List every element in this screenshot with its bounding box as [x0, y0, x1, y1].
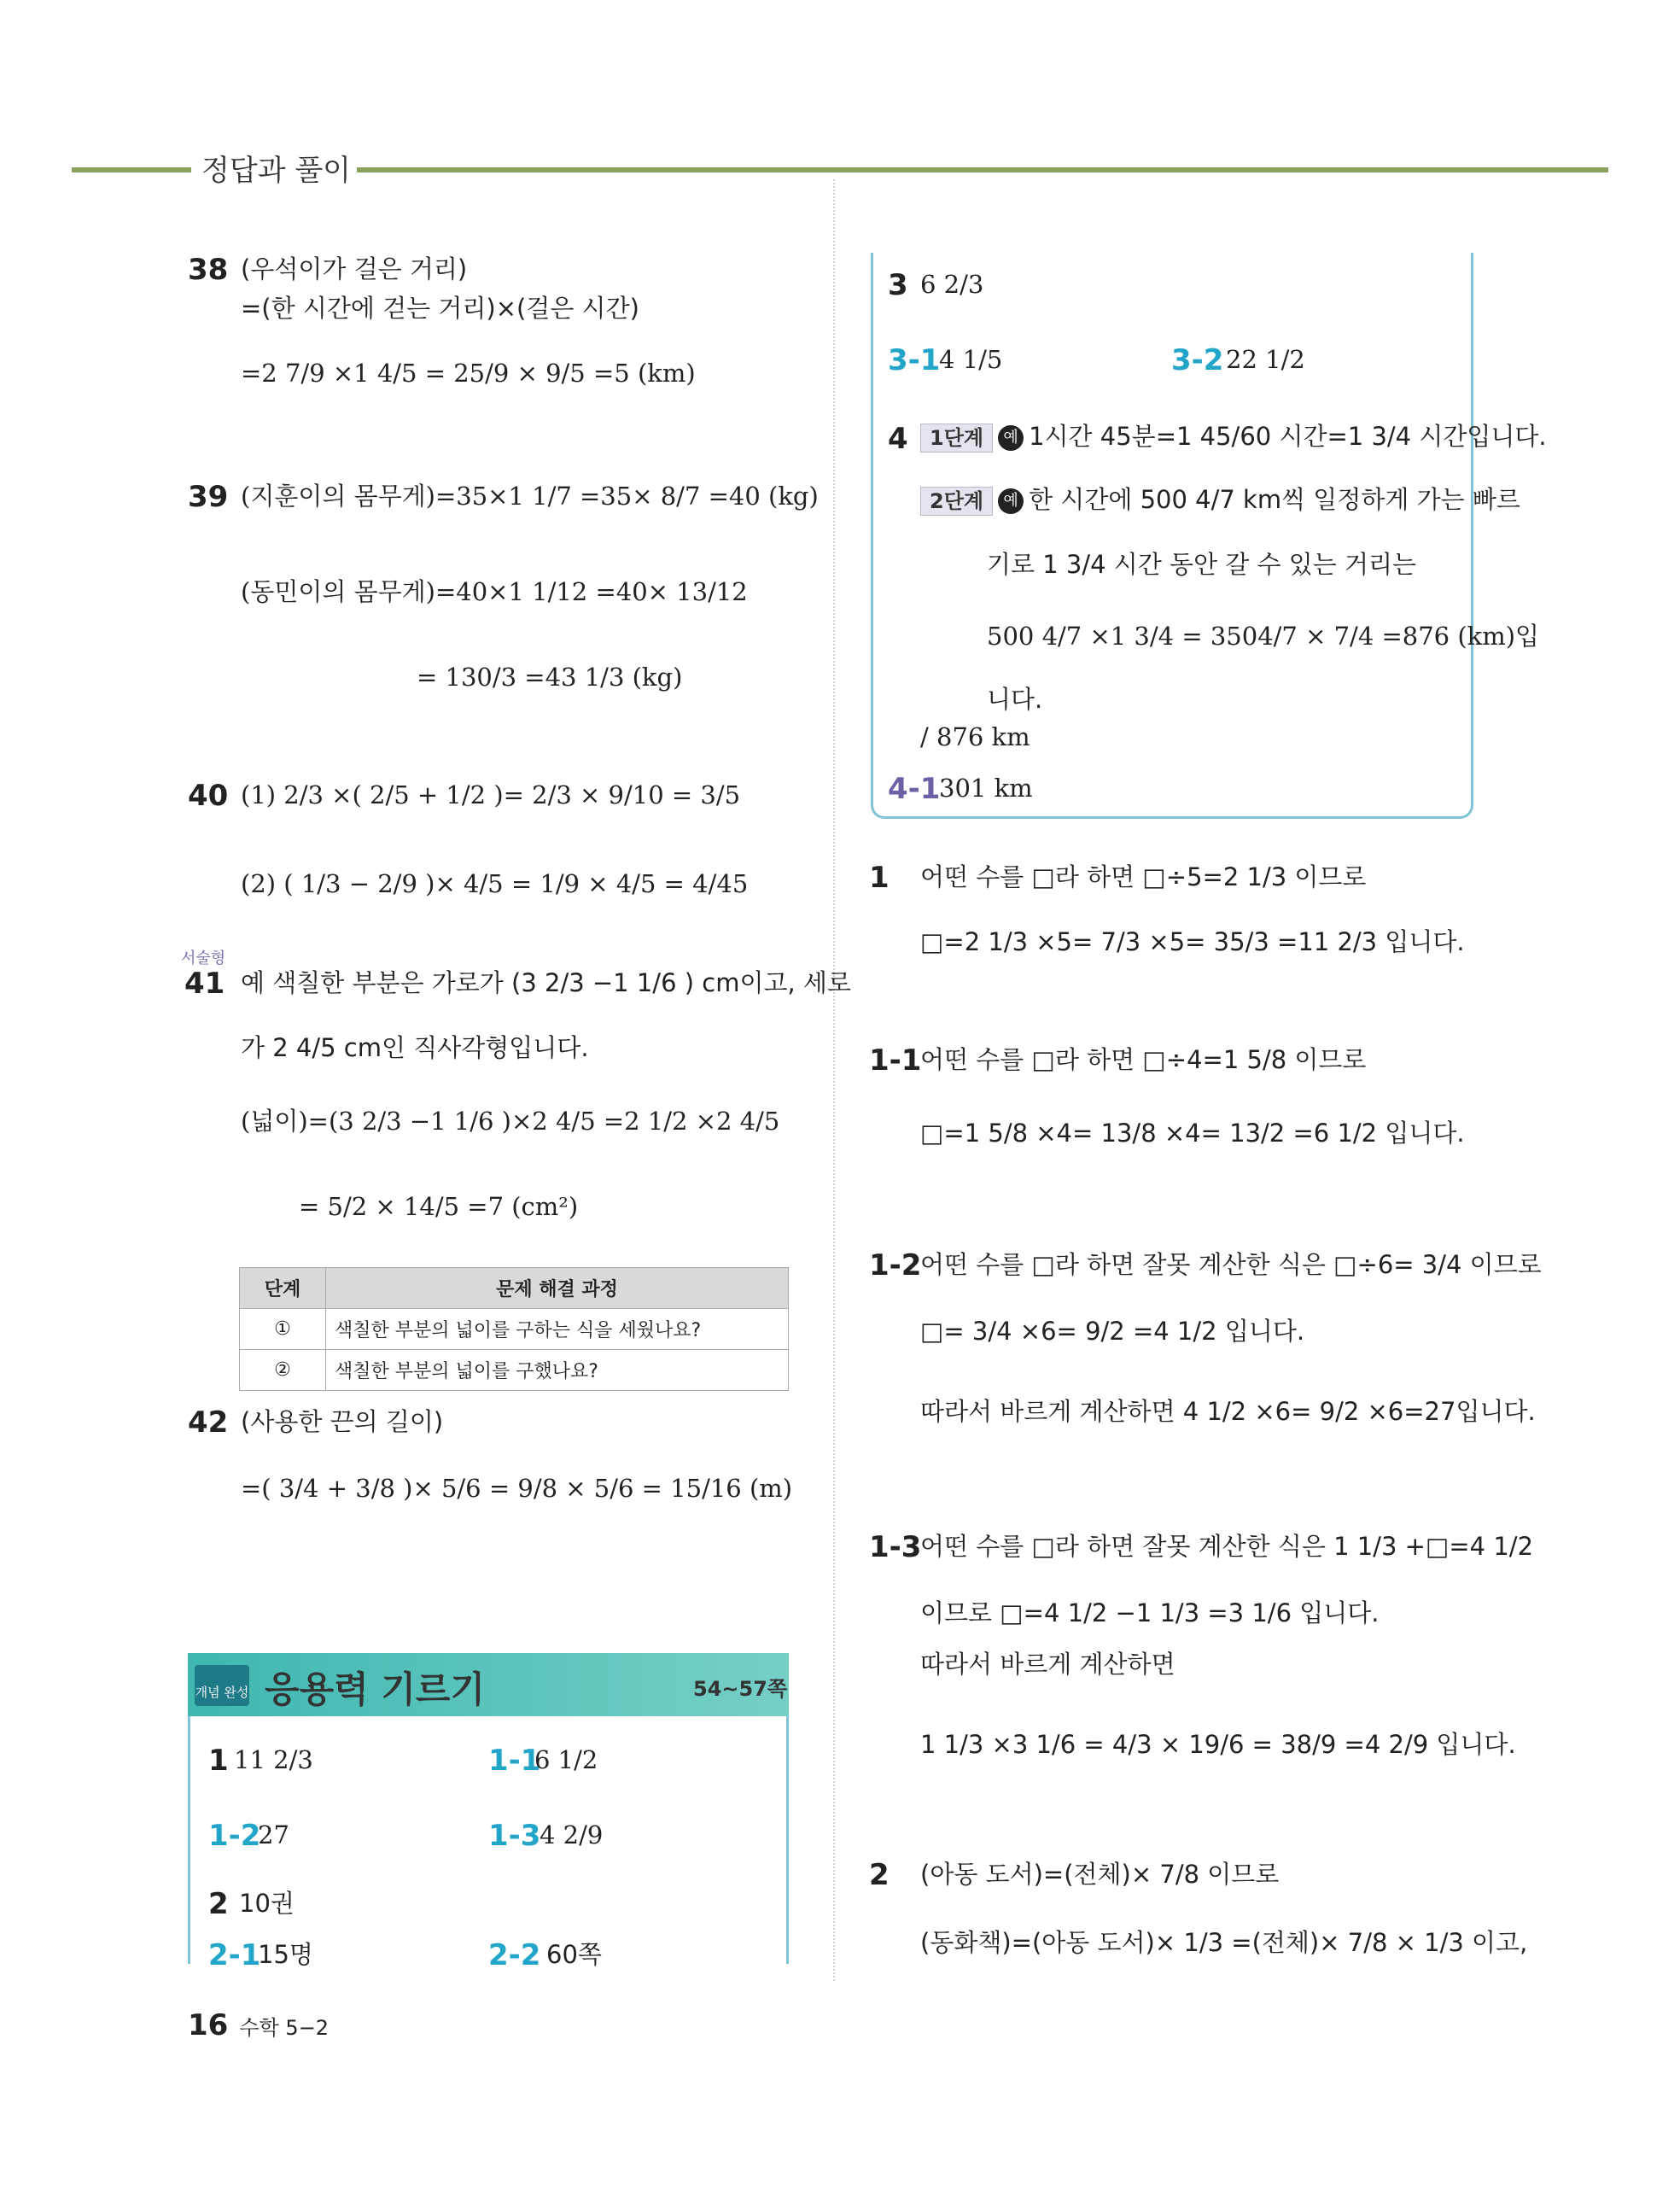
question-1-3-number: 1-3 [869, 1530, 922, 1564]
table-cell-process: 색칠한 부분의 넓이를 구하는 식을 세웠나요? [326, 1309, 789, 1350]
question-1-line1: 어떤 수를 □라 하면 □÷5=2 1/3 이므로 [920, 862, 1367, 891]
answer-2-2-value: 60쪽 [546, 1940, 602, 1969]
question-2-line2: (동화책)=(아동 도서)× 1/3 =(전체)× 7/8 × 1/3 이고, [920, 1928, 1528, 1957]
answer-1-value: 11 2/3 [234, 1745, 313, 1774]
problem-4-step2-line4: 니다. [987, 685, 1043, 714]
header-rule-right [357, 167, 1608, 172]
problem-4-step1: 1단계 예 1시간 45분=1 45/60 시간=1 3/4 시간입니다. [920, 422, 1547, 453]
section-pages: 54~57쪽 [693, 1677, 788, 1701]
table-cell-step: ② [240, 1350, 326, 1391]
answer-3-1-number: 3-1 [888, 343, 941, 377]
question-1-line2: □=2 1/3 ×5= 7/3 ×5= 35/3 =11 2/3 입니다. [920, 927, 1465, 956]
problem-41-number: 41 [184, 967, 225, 1001]
answer-4-1-number: 4-1 [888, 772, 941, 806]
example-mark-icon: 예 [998, 488, 1024, 514]
problem-41-line3: (넓이)=(3 2/3 −1 1/6 )×2 4/5 =2 1/2 ×2 4/5 [241, 1107, 780, 1136]
footer-subject: 수학 5−2 [239, 2016, 330, 2040]
step2-badge: 2단계 [920, 487, 993, 517]
scoring-table [239, 1267, 789, 1391]
problem-38-line3: =2 7/9 ×1 4/5 = 25/9 × 9/5 =5 (km) [241, 359, 696, 388]
problem-42-line1: (사용한 끈의 길이) [241, 1407, 444, 1436]
answer-1-3-value: 4 2/9 [540, 1820, 604, 1849]
answer-1-3-number: 1-3 [488, 1819, 541, 1853]
table-header-step: 단계 [240, 1268, 326, 1309]
question-1-3-line2: 이므로 □=4 1/2 −1 1/3 =3 1/6 입니다. [920, 1598, 1380, 1627]
problem-38-line2: =(한 시간에 걷는 거리)×(걸은 시간) [241, 294, 639, 323]
table-header-process: 문제 해결 과정 [326, 1268, 789, 1309]
question-1-3-line1: 어떤 수를 □라 하면 잘못 계산한 식은 1 1/3 +□=4 1/2 [920, 1532, 1534, 1561]
table-cell-process: 색칠한 부분의 넓이를 구했나요? [326, 1350, 789, 1391]
answer-1-1-value: 6 1/2 [534, 1745, 598, 1774]
answer-3-1-value: 4 1/5 [939, 345, 1003, 374]
answer-1-number: 1 [208, 1744, 229, 1778]
header-rule-left [72, 167, 191, 172]
problem-4-number: 4 [888, 422, 908, 456]
problem-41-line2: 가 2 4/5 cm인 직사각형입니다. [241, 1033, 589, 1062]
section-badge: 개념 완성 [195, 1665, 249, 1706]
section-title: 응용력 기르기 [265, 1668, 486, 1710]
question-1-2-line2: □= 3/4 ×6= 9/2 =4 1/2 입니다. [920, 1317, 1305, 1346]
problem-42-line2: =( 3/4 + 3/8 )× 5/6 = 9/8 × 5/6 = 15/16 (m) [241, 1474, 793, 1503]
problem-40-line2: (2) ( 1/3 − 2/9 )× 4/5 = 1/9 × 4/5 = 4/45 [241, 869, 749, 898]
answer-1-2-number: 1-2 [208, 1819, 261, 1853]
answer-3-2-value: 22 1/2 [1226, 345, 1305, 374]
problem-39-number: 39 [188, 480, 229, 514]
problem-40-line1: (1) 2/3 ×( 2/5 + 1/2 )= 2/3 × 9/10 = 3/5 [241, 780, 741, 809]
answer-2-value: 10권 [239, 1889, 295, 1918]
question-1-3-line3: 따라서 바르게 계산하면 [920, 1650, 1175, 1679]
problem-39-line1: (지훈이의 몸무게)=35×1 1/7 =35× 8/7 =40 (kg) [241, 482, 819, 511]
problem-39-line2: (동민이의 몸무게)=40×1 1/12 =40× 13/12 [241, 577, 748, 606]
answer-2-number: 2 [208, 1887, 229, 1921]
answer-3-2-number: 3-2 [1171, 343, 1224, 377]
question-1-2-line3: 따라서 바르게 계산하면 4 1/2 ×6= 9/2 ×6=27입니다. [920, 1397, 1536, 1426]
problem-4-step2-line2: 기로 1 3/4 시간 동안 갈 수 있는 거리는 [987, 550, 1417, 579]
question-1-2-line1: 어떤 수를 □라 하면 잘못 계산한 식은 □÷6= 3/4 이므로 [920, 1250, 1542, 1279]
question-1-number: 1 [869, 861, 890, 895]
question-1-1-number: 1-1 [869, 1043, 922, 1078]
step1-badge: 1단계 [920, 424, 993, 453]
answer-2-1-value: 15명 [258, 1940, 313, 1969]
page-number: 16 [188, 2008, 229, 2042]
question-1-3-line4: 1 1/3 ×3 1/6 = 4/3 × 19/6 = 38/9 =4 2/9 입니다. [920, 1730, 1516, 1759]
question-2-line1: (아동 도서)=(전체)× 7/8 이므로 [920, 1860, 1280, 1889]
answer-3-value: 6 2/3 [920, 270, 984, 299]
problem-4-step2: 2단계 예 한 시간에 500 4/7 km씩 일정하게 가는 빠르 [920, 485, 1520, 516]
answer-1-2-value: 27 [258, 1820, 289, 1849]
page-header-title: 정답과 풀이 [201, 154, 352, 188]
problem-42-number: 42 [188, 1405, 229, 1440]
question-1-1-line2: □=1 5/8 ×4= 13/8 ×4= 13/2 =6 1/2 입니다. [920, 1119, 1465, 1148]
essay-type-tag: 서술형 [181, 949, 226, 967]
answer-4-1-value: 301 km [939, 774, 1033, 803]
answer-2-1-number: 2-1 [208, 1938, 261, 1972]
problem-4-step2-line3: 500 4/7 ×1 3/4 = 3504/7 × 7/4 =876 (km)입 [987, 622, 1540, 651]
example-mark-icon: 예 [998, 425, 1024, 451]
table-row [240, 1309, 789, 1350]
page-footer [188, 2008, 329, 2042]
problem-4-answer: / 876 km [920, 722, 1030, 751]
answer-3-number: 3 [888, 268, 908, 302]
table-cell-step: ① [240, 1309, 326, 1350]
question-1-2-number: 1-2 [869, 1248, 922, 1282]
problem-39-line3: = 130/3 =43 1/3 (kg) [417, 663, 683, 692]
problem-40-number: 40 [188, 779, 229, 813]
problem-38-line1: (우석이가 걸은 거리) [241, 254, 468, 283]
question-1-1-line1: 어떤 수를 □라 하면 □÷4=1 5/8 이므로 [920, 1045, 1367, 1074]
table-row [240, 1350, 789, 1391]
problem-41-line4: = 5/2 × 14/5 =7 (cm²) [299, 1192, 579, 1221]
answer-1-1-number: 1-1 [488, 1744, 541, 1778]
problem-38-number: 38 [188, 253, 229, 287]
column-divider [833, 179, 835, 1981]
problem-41-line1: 예 색칠한 부분은 가로가 (3 2/3 −1 1/6 ) cm이고, 세로 [241, 968, 851, 997]
question-2-number: 2 [869, 1858, 890, 1892]
answer-2-2-number: 2-2 [488, 1938, 541, 1972]
